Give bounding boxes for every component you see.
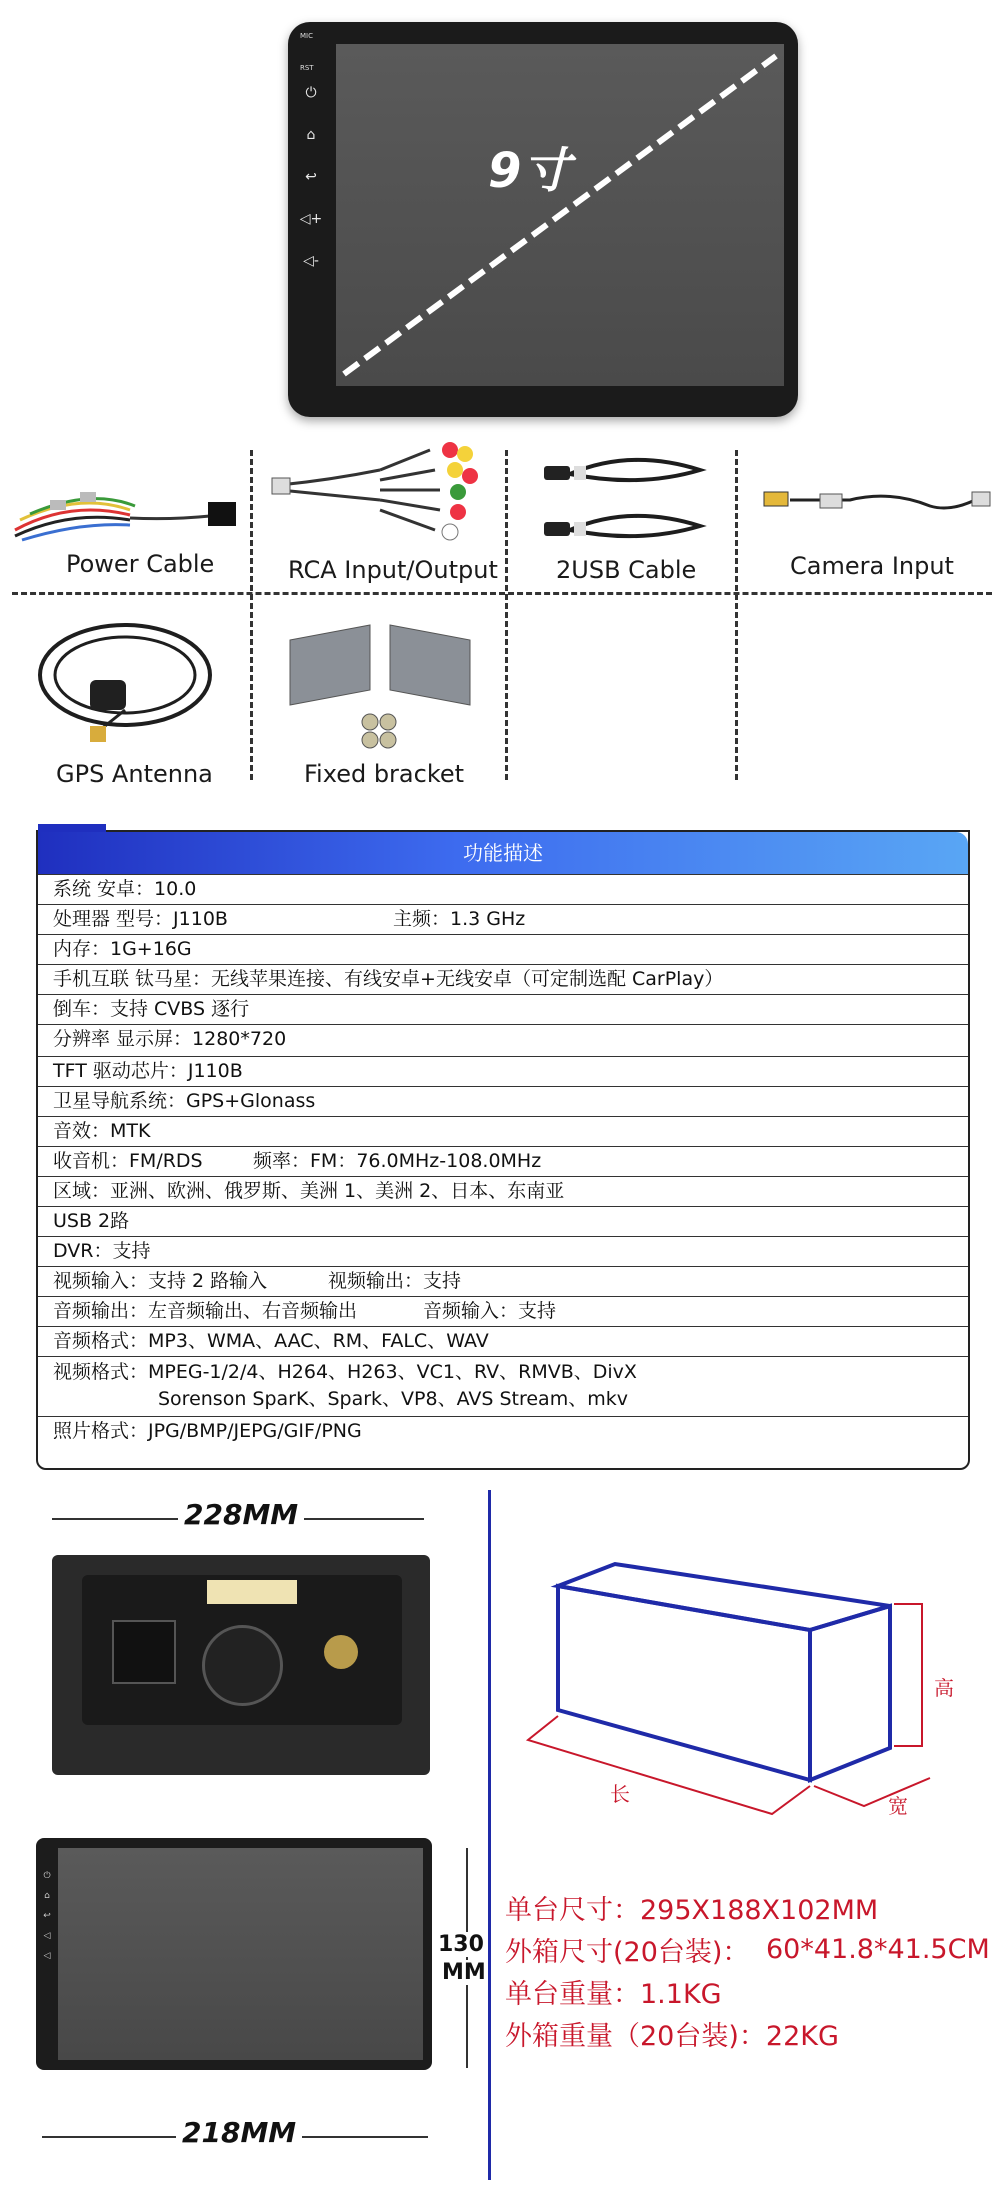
table-row: 内存：1G+16G <box>38 934 968 964</box>
spec-table <box>36 830 970 1470</box>
height-label-unit: MM <box>442 1960 486 1985</box>
mic-label: MIC <box>300 32 313 40</box>
power-cable-image <box>10 470 240 550</box>
usb-cable-image <box>540 452 720 552</box>
screen-size-title: 9寸 <box>488 143 572 199</box>
gps-antenna-image <box>30 620 220 750</box>
divider <box>250 450 253 780</box>
unit-back-image <box>52 1555 430 1775</box>
camera-cable-image <box>760 470 995 530</box>
table-row: 照片格式：JPG/BMP/JEPG/GIF/PNG <box>38 1416 968 1446</box>
table-row: TFT 驱动芯片：J110B <box>38 1056 968 1086</box>
table-row: 视频输入：支持 2 路输入 视频输出：支持 <box>38 1266 968 1296</box>
divider <box>735 450 738 780</box>
home-icon: ⌂ <box>306 127 316 143</box>
carton-size-value: 60*41.8*41.5CM <box>766 1934 990 1965</box>
carton-weight-text: 外箱重量（20台装)：22KG <box>505 2021 839 2052</box>
accessories-grid <box>0 430 1000 790</box>
table-row: USB 2路 <box>38 1206 968 1236</box>
accessory-label-rca: RCA Input/Output <box>288 556 498 584</box>
power-icon: ⏻ <box>305 85 317 101</box>
box-height-label: 高 <box>934 1676 954 1700</box>
accessory-label-gps: GPS Antenna <box>56 760 213 788</box>
table-row: 处理器 型号：J110B 主频：1.3 GHz <box>38 904 968 934</box>
tablet-screen <box>336 44 784 386</box>
back-icon: ↩ <box>305 169 317 185</box>
divider <box>12 592 992 595</box>
table-row: 区域：亚洲、欧洲、俄罗斯、美洲 1、美洲 2、日本、东南亚 <box>38 1176 968 1206</box>
unit-weight-text: 单台重量：1.1KG <box>505 1979 722 2010</box>
table-row: 卫星导航系统：GPS+Glonass <box>38 1086 968 1116</box>
accessory-label-usb: 2USB Cable <box>556 556 697 584</box>
reset-label: RST <box>300 64 314 72</box>
table-row: 音频格式：MP3、WMA、AAC、RM、FALC、WAV <box>38 1326 968 1356</box>
box-length-label: 长 <box>610 1782 630 1806</box>
table-row: DVR：支持 <box>38 1236 968 1266</box>
table-row: 视频格式：MPEG-1/2/4、H264、H263、VC1、RV、RMVB、DivX Sorenson SparK、Spark、VP8、AVS Stream、mkv <box>38 1356 968 1416</box>
table-row: 手机互联 钛马星：无线苹果连接、有线安卓+无线安卓（可定制选配 CarPlay） <box>38 964 968 994</box>
fixed-bracket-image <box>280 620 495 750</box>
table-row: 音频输出：左音频输出、右音频输出 音频输入：支持 <box>38 1296 968 1326</box>
table-row: 分辨率 显示屏：1280*720 <box>38 1024 968 1056</box>
unit-front-image: ⏻ ⌂ ↩ ◁ ◁ <box>36 1838 432 2070</box>
tablet-frame <box>288 22 798 417</box>
carton-size-label: 外箱尺寸(20台装)： <box>505 1937 750 1968</box>
spec-table-title: 功能描述 <box>38 832 968 874</box>
section-divider <box>488 1490 491 2180</box>
width-top-label: 228MM <box>178 1498 304 1531</box>
hero-product-image <box>288 22 808 422</box>
accessory-label-bracket: Fixed bracket <box>304 760 465 788</box>
divider <box>505 450 508 780</box>
height-label-number: 130 <box>438 1932 484 1957</box>
box-width-label: 宽 <box>888 1794 908 1818</box>
table-row: 音效：MTK <box>38 1116 968 1146</box>
unit-size-text: 单台尺寸：295X188X102MM <box>505 1895 879 1926</box>
accessory-label-camera: Camera Input <box>790 552 954 580</box>
table-row: 倒车：支持 CVBS 逐行 <box>38 994 968 1024</box>
table-row: 收音机：FM/RDS 频率：FM：76.0MHz-108.0MHz <box>38 1146 968 1176</box>
width-bottom-label: 218MM <box>176 2116 302 2149</box>
rca-cable-image <box>270 440 495 550</box>
volume-up-icon: ◁+ <box>299 211 323 227</box>
accessory-label-power-cable: Power Cable <box>66 550 215 578</box>
package-box-diagram <box>510 1550 950 1830</box>
volume-down-icon: ◁- <box>303 253 319 269</box>
table-row: 系统 安卓：10.0 <box>38 874 968 904</box>
